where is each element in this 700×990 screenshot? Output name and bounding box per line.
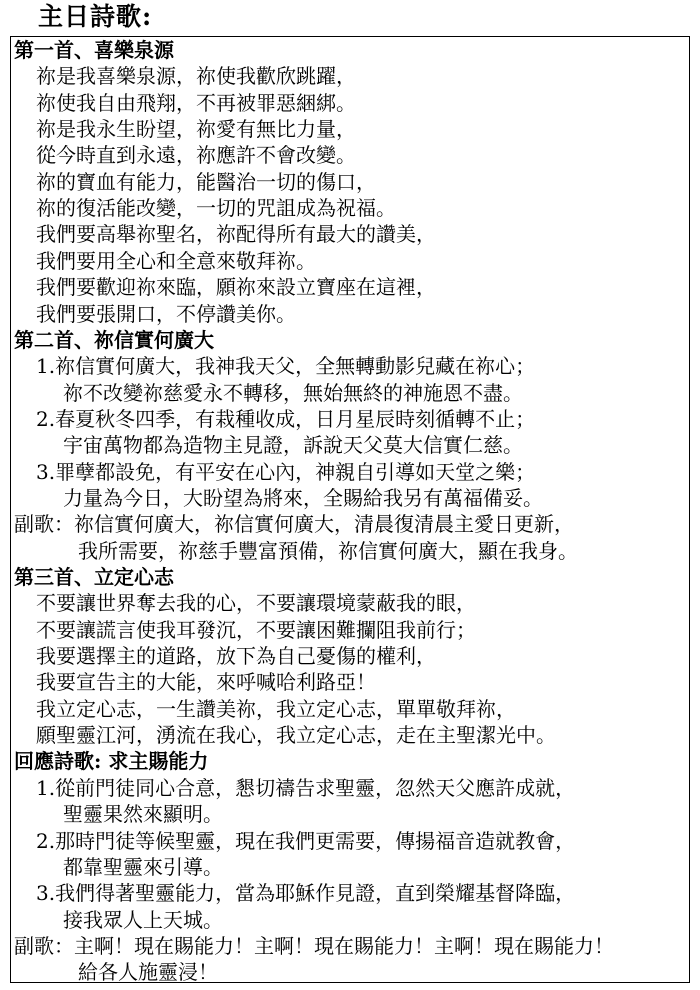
lyric-line: 不要讓謊言使我耳發沉，不要讓困難攔阻我前行； [36,617,476,642]
lyric-line: 我要選擇主的道路，放下為自己憂傷的權利， [36,644,436,669]
lyric-line: 從今時直到永遠，祢應許不會改變。 [36,143,356,168]
lyric-line: 副歌：祢信實何廣大，祢信實何廣大，清晨復清晨主愛日更新， [14,512,574,537]
lyric-line: 給各人施靈浸！ [78,960,218,983]
lyric-line: 接我眾人上天城。 [63,907,223,932]
lyric-line: 祢是我喜樂泉源，祢使我歡欣跳躍， [36,64,356,89]
lyric-line: 我們要用全心和全意來敬拜祢。 [36,248,316,273]
lyric-line: 2.那時門徒等候聖靈，現在我們更需要，傳揚福音造就教會， [36,828,576,853]
lyric-line: 2.春夏秋冬四季，有栽種收成，日月星辰時刻循轉不止； [36,406,536,431]
lyric-line: 願聖靈江河，湧流在我心，我立定心志，走在主聖潔光中。 [36,723,556,748]
lyrics-frame [10,36,690,983]
lyric-line: 祢的復活能改變，一切的咒詛成為祝福。 [36,196,396,221]
section-heading: 第三首、立定心志 [14,565,174,589]
lyric-line: 我們要歡迎祢來臨，願祢來設立寶座在這裡， [36,275,436,300]
lyric-line: 我要宣告主的大能，來呼喊哈利路亞！ [36,670,376,695]
lyric-line: 1.從前門徒同心合意，懇切禱告求聖靈，忽然天父應許成就， [36,775,576,800]
section-heading: 第二首、祢信實何廣大 [14,327,214,352]
lyric-line: 祢使我自由飛翔，不再被罪惡綑綁。 [36,90,356,115]
lyric-line: 3.罪孽都設免，有平安在心內，神親自引導如天堂之樂； [36,459,536,484]
lyric-line: 副歌：主啊！現在賜能力！主啊！現在賜能力！主啊！現在賜能力！ [14,933,614,958]
lyric-line: 1.祢信實何廣大，我神我天父，全無轉動影兒藏在祢心； [36,354,536,379]
lyric-line: 聖靈果然來顯明。 [63,802,223,827]
lyric-line: 宇宙萬物都為造物主見證，訴說天父莫大信實仁慈。 [63,433,523,458]
page-title: 主日詩歌: [38,2,153,31]
lyric-line: 我所需要，祢慈手豐富預備，祢信實何廣大，顯在我身。 [78,538,578,563]
section-heading: 第一首、喜樂泉源 [14,38,174,62]
lyric-line: 我們要張開口，不停讚美你。 [36,301,296,326]
lyric-line: 祢不改變祢慈愛永不轉移，無始無終的神施恩不盡。 [63,380,523,405]
lyric-line: 不要讓世界奪去我的心，不要讓環境蒙蔽我的眼， [36,591,476,616]
lyric-line: 祢的寶血有能力，能醫治一切的傷口， [36,169,376,194]
lyric-line: 祢是我永生盼望，祢愛有無比力量， [36,117,356,142]
lyric-line: 我們要高舉祢聖名，祢配得所有最大的讚美， [36,222,436,247]
lyric-line: 都靠聖靈來引導。 [63,854,223,879]
lyric-line: 力量為今日，大盼望為將來，全賜給我另有萬福備妥。 [63,485,543,510]
lyric-line: 我立定心志，一生讚美祢，我立定心志，單單敬拜祢， [36,696,516,721]
lyric-line: 3.我們得著聖靈能力，當為耶穌作見證，直到榮耀基督降臨， [36,881,576,906]
section-heading: 回應詩歌: 求主賜能力 [14,749,209,774]
